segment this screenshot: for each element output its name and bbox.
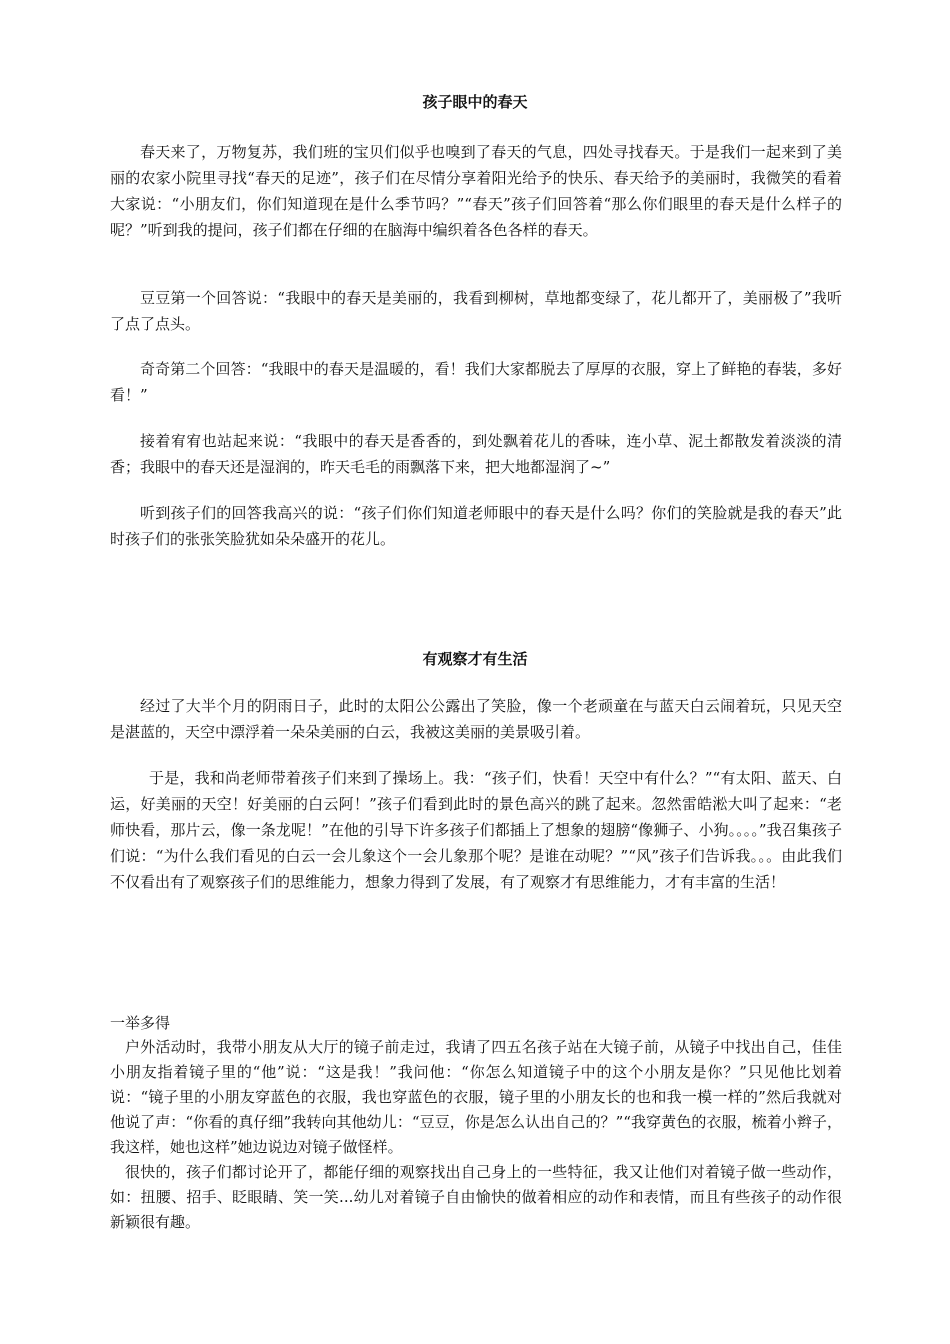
section-2-title: 有观察才有生活	[422, 650, 528, 668]
section-1-title: 孩子眼中的春天	[422, 93, 528, 111]
section-2-paragraph-1: 经过了大半个月的阴雨日子，此时的太阳公公露出了笑脸，像一个老顽童在与蓝天白云闹着玩，只见天空是湛蓝的，天空中漂浮着一朵朵美丽的白云，我被这美丽的美景吸引着。	[110, 697, 842, 741]
section-1-paragraph-3: 奇奇第二个回答：“我眼中的春天是温暖的，看！我们大家都脱去了厚厚的衣服，穿上了鲜艳的春装，多好看！”	[110, 360, 842, 404]
section-1-paragraph-2: 豆豆第一个回答说：“我眼中的春天是美丽的，我看到柳树，草地都变绿了，花儿都开了，美丽极了”我听了点了点头。	[110, 289, 842, 333]
section-1-paragraph-1: 春天来了，万物复苏，我们班的宝贝们似乎也嗅到了春天的气息，四处寻找春天。于是我们一起来到了美丽的农家小院里寻找“春天的足迹”，孩子们在尽情分享着阳光给予的快乐、春天给予的美丽时，我微笑的看着大家说：“小朋友们，你们知道现在是什么季节吗？”“春天”孩子们回答着“那么你们眼里的春天是什么样子的呢？”听到我的提问，孩子们都在仔细的在脑海中编织着各色各样的春天。	[110, 143, 842, 239]
section-2-paragraph-2: 于是，我和尚老师带着孩子们来到了操场上。我：“孩子们，快看！天空中有什么？”“有太阳、蓝天、白运，好美丽的天空！好美丽的白云阿！”孩子们看到此时的景色高兴的跳了起来。忽然雷皓淞大叫了起来：“老师快看，那片云，像一条龙呢！”在他的引导下许多孩子们都插上了想象的翅膀“像狮子、小狗。。。。”我召集孩子们说：“为什么我们看见的白云一会儿象这个一会儿象那个呢？是谁在动呢？”“风”孩子们告诉我。。。由此我们不仅看出有了观察孩子们的思维能力，想象力得到了发展，有了观察才有思维能力，才有丰富的生活！	[110, 769, 842, 891]
section-3-title: 一举多得	[110, 1014, 171, 1032]
section-1-paragraph-4: 接着宥宥也站起来说：“我眼中的春天是香香的，到处飘着花儿的香味，连小草、泥土都散发着淡淡的清香；我眼中的春天还是湿润的，昨天毛毛的雨飘落下来，把大地都湿润了~”	[110, 432, 842, 476]
section-3-paragraph-1: 户外活动时，我带小朋友从大厅的镜子前走过，我请了四五名孩子站在大镜子前，从镜子中找出自己，佳佳小朋友指着镜子里的“他”说：“这是我！”我问他：“你怎么知道镜子中的这个小朋友是你？”只见他比划着说：“镜子里的小朋友穿蓝色的衣服，我也穿蓝色的衣服，镜子里的小朋友长的也和我一模一样的”然后我就对他说了声：“你看的真仔细”我转向其他幼儿：“豆豆，你是怎么认出自己的？”“我穿黄色的衣服，梳着小辫子，我这样，她也这样”她边说边对镜子做怪样。	[110, 1038, 842, 1156]
section-1-paragraph-5: 听到孩子们的回答我高兴的说：“孩子们你们知道老师眼中的春天是什么吗？你们的笑脸就是我的春天”此时孩子们的张张笑脸犹如朵朵盛开的花儿。	[110, 504, 842, 548]
section-3-paragraph-2: 很快的，孩子们都讨论开了，都能仔细的观察找出自己身上的一些特征，我又让他们对着镜子做一些动作，如：扭腰、招手、眨眼睛、笑一笑...幼儿对着镜子自由愉快的做着相应的动作和表情，而且有些孩子的动作很新颖很有趣。	[110, 1163, 842, 1231]
